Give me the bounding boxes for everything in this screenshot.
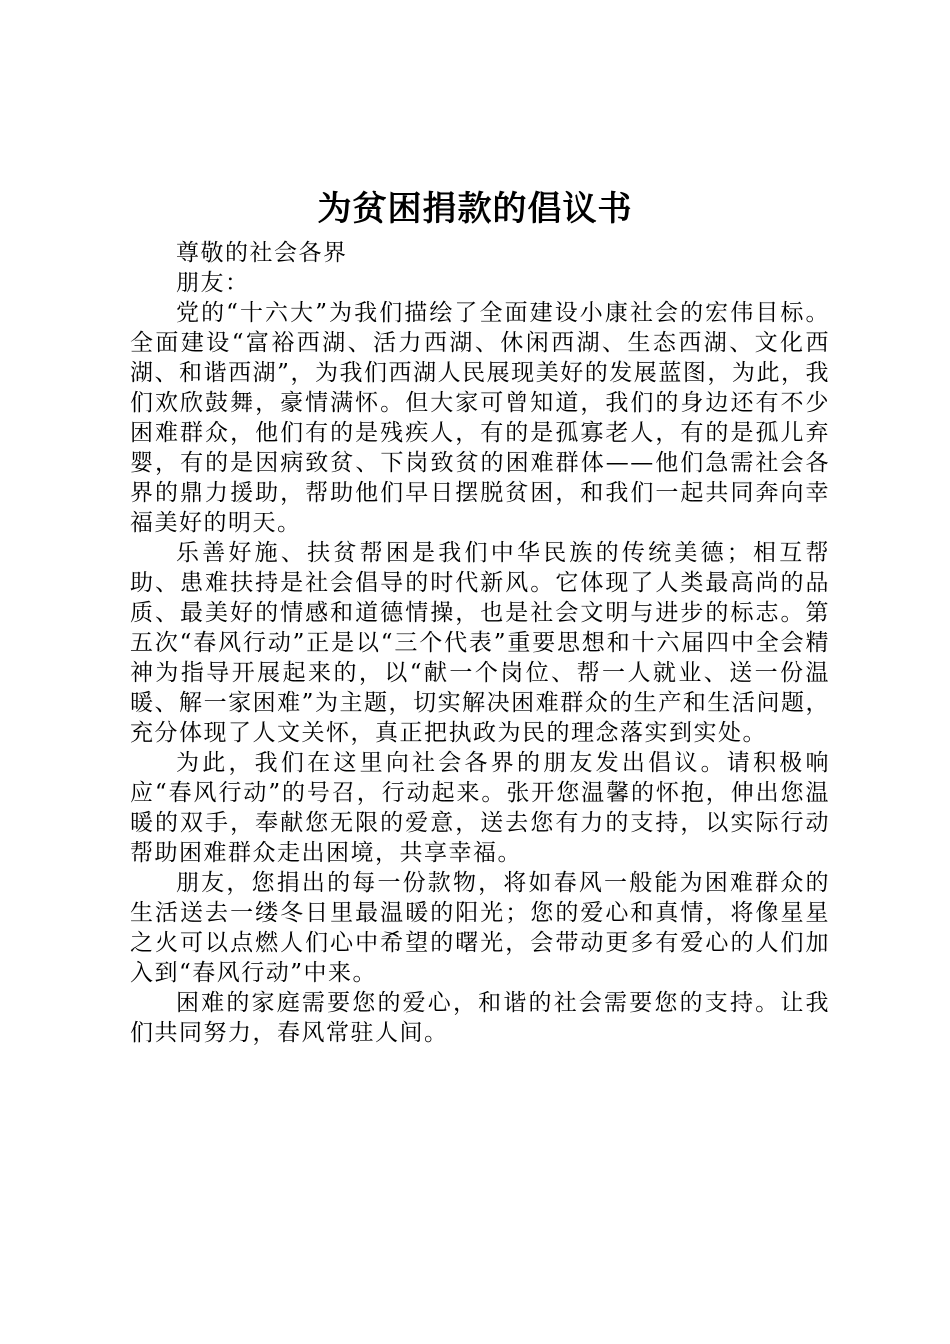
body-paragraph: 党的“十六大”为我们描绘了全面建设小康社会的宏伟目标。全面建设“富裕西湖、活力西湖、休闲西湖、生态西湖、文化西湖、和谐西湖”，为我们西湖人民展现美好的发展蓝图，为此，我们欢欣鼓舞，豪情满怀。但大家可曾知道，我们的身边还有不少困难群众，他们有的是残疾人，有的是孤寡老人，有的是孤儿弃婴，有的是因病致贫、下岗致贫的困难群体——他们急需社会各界的鼎力援助，帮助他们早日摆脱贫困，和我们一起共同奔向幸福美好的明天。	[130, 300, 830, 536]
salutation-line: 尊敬的社会各界	[176, 240, 348, 266]
body-paragraph: 朋友，您捐出的每一份款物，将如春风一般能为困难群众的生活送去一缕冬日里最温暖的阳光；您的爱心和真情，将像星星之火可以点燃人们心中希望的曙光，会带动更多有爱心的人们加入到“春风行动”中来。	[130, 870, 830, 986]
body-paragraph: 为此，我们在这里向社会各界的朋友发出倡议。请积极响应“春风行动”的号召，行动起来。张开您温馨的怀抱，伸出您温暖的双手，奉献您无限的爱意，送去您有力的支持，以实际行动帮助困难群众走出困境，共享幸福。	[130, 750, 830, 866]
body-paragraph: 乐善好施、扶贫帮困是我们中华民族的传统美德；相互帮助、患难扶持是社会倡导的时代新风。它体现了人类最高尚的品质、最美好的情感和道德情操，也是社会文明与进步的标志。第五次“春风行动”正是以“三个代表”重要思想和十六届四中全会精神为指导开展起来的，以“献一个岗位、帮一人就业、送一份温暖、解一家困难”为主题，切实解决困难群众的生产和生活问题，充分体现了人文关怀，真正把执政为民的理念落实到实处。	[130, 540, 830, 746]
document-body	[130, 238, 830, 1048]
salutation-line: 朋友：	[176, 270, 250, 296]
body-paragraph: 困难的家庭需要您的爱心，和谐的社会需要您的支持。让我们共同努力，春风常驻人间。	[130, 990, 830, 1046]
document-title: 为贫困捐款的倡议书	[317, 189, 633, 229]
